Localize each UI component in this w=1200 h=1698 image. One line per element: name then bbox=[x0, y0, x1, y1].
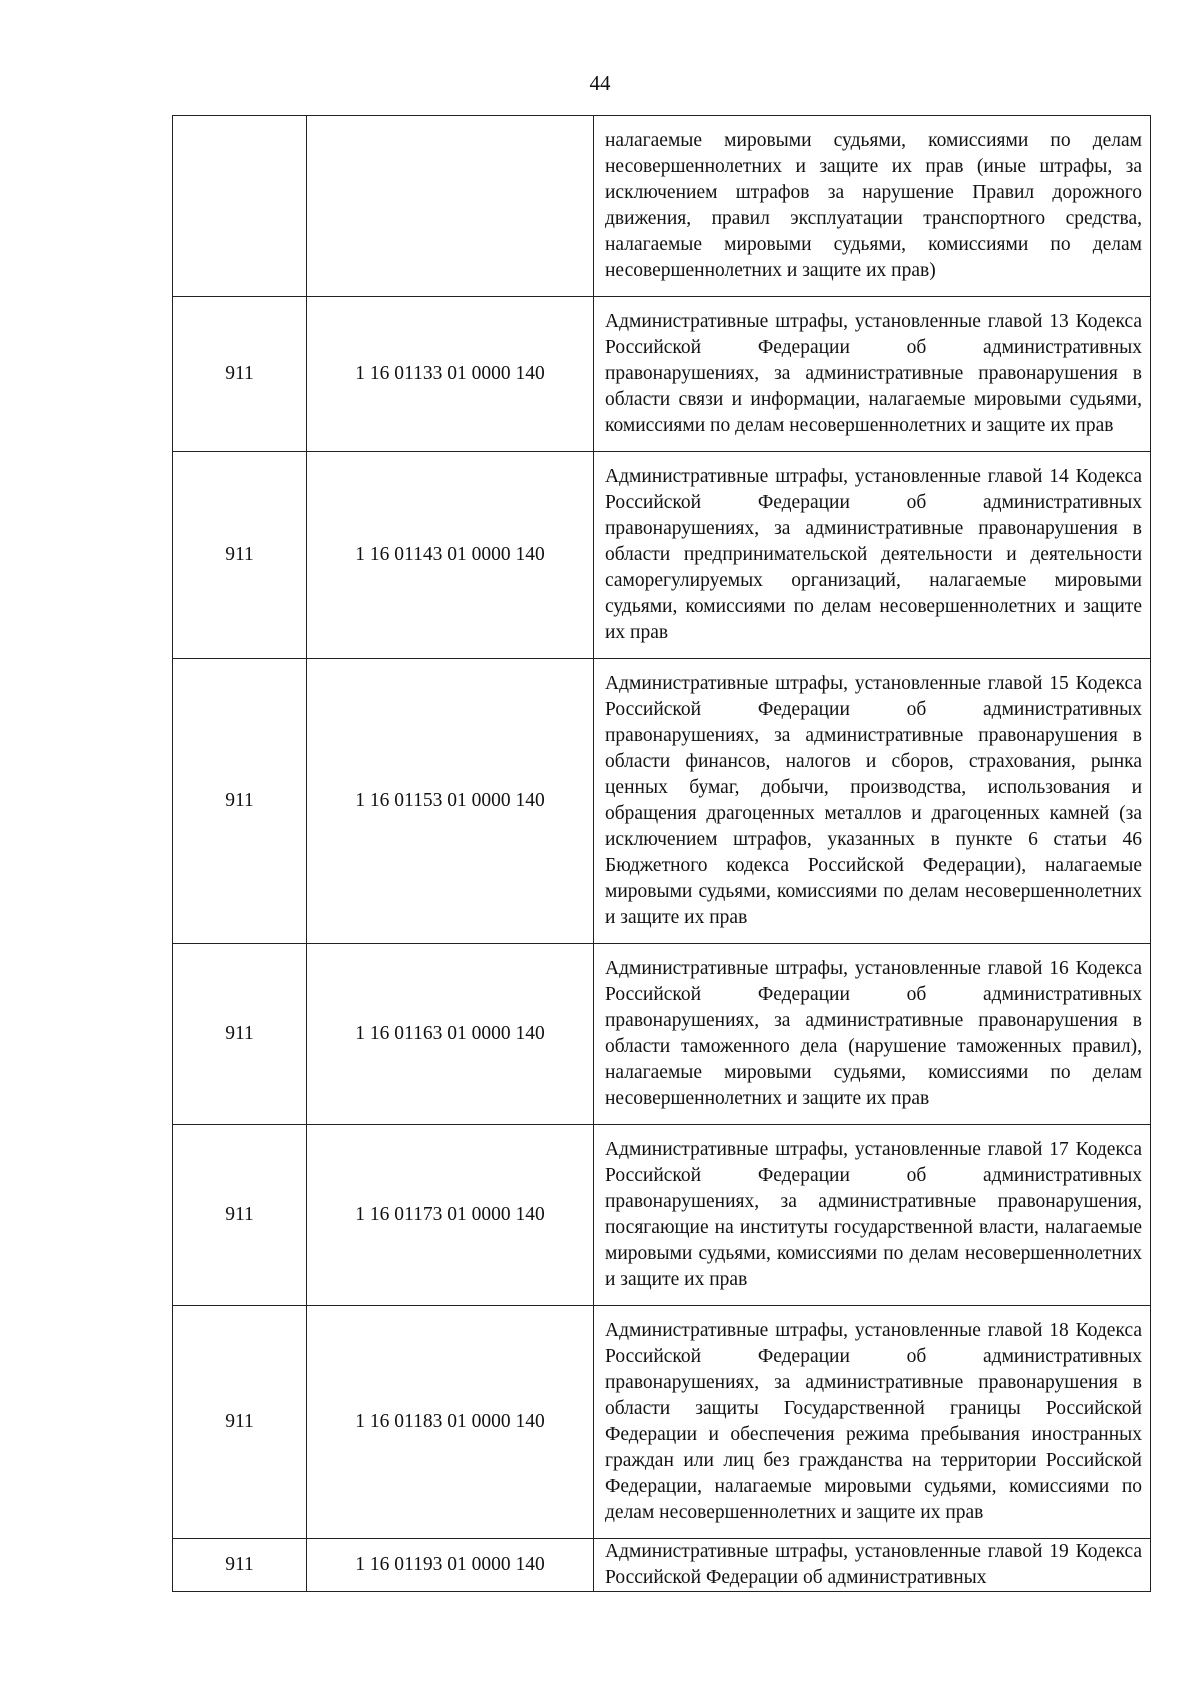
admin-code-cell: 911 bbox=[173, 452, 307, 659]
description-cell: налагаемые мировыми судьями, комиссиями по делам несовершеннолетних и защите их прав (иные штрафы, за исключением штрафов за нарушение Правил дорожного движения, правил эксплуатации транспортного средства, налагаемые мировыми судьями, комиссиями по делам несовершеннолетних и защите их прав) bbox=[594, 116, 1151, 297]
table-row bbox=[173, 1306, 1151, 1539]
admin-code-cell: 911 bbox=[173, 1539, 307, 1592]
description-cell: Административные штрафы, установленные главой 16 Кодекса Российской Федерации об административных правонарушениях, за административные правонарушения в области таможенного дела (нарушение таможенных правил), налагаемые мировыми судьями, комиссиями по делам несовершеннолетних и защите их прав bbox=[594, 944, 1151, 1125]
kbk-code-cell: 1 16 01163 01 0000 140 bbox=[307, 944, 594, 1125]
admin-code-cell: 911 bbox=[173, 1125, 307, 1306]
description-cell: Административные штрафы, установленные главой 17 Кодекса Российской Федерации об административных правонарушениях, за административные правонарушения, посягающие на институты государственной власти, налагаемые мировыми судьями, комиссиями по делам несовершеннолетних и защите их прав bbox=[594, 1125, 1151, 1306]
description-cell: Административные штрафы, установленные главой 19 Кодекса Российской Федерации об административных bbox=[594, 1539, 1151, 1592]
description-cell: Административные штрафы, установленные главой 18 Кодекса Российской Федерации об административных правонарушениях, за административные правонарушения в области защиты Государственной границы Российской Федерации и обеспечения режима пребывания иностранных граждан или лиц без гражданства на территории Российской Федерации, налагаемые мировыми судьями, комиссиями по делам несовершеннолетних и защите их прав bbox=[594, 1306, 1151, 1539]
description-cell: Административные штрафы, установленные главой 15 Кодекса Российской Федерации об административных правонарушениях, за административные правонарушения в области финансов, налогов и сборов, страхования, рынка ценных бумаг, добычи, производства, использования и обращения драгоценных металлов и драгоценных камней (за исключением штрафов, указанных в пункте 6 статьи 46 Бюджетного кодекса Российской Федерации), налагаемые мировыми судьями, комиссиями по делам несовершеннолетних и защите их прав bbox=[594, 659, 1151, 944]
admin-code-cell bbox=[173, 116, 307, 297]
description-cell: Административные штрафы, установленные главой 13 Кодекса Российской Федерации об административных правонарушениях, за административные правонарушения в области связи и информации, налагаемые мировыми судьями, комиссиями по делам несовершеннолетних и защите их прав bbox=[594, 297, 1151, 452]
kbk-code-cell: 1 16 01143 01 0000 140 bbox=[307, 452, 594, 659]
table-row bbox=[173, 944, 1151, 1125]
table-row bbox=[173, 659, 1151, 944]
table-row bbox=[173, 1539, 1151, 1592]
table-row bbox=[173, 1125, 1151, 1306]
budget-classification-table bbox=[172, 115, 1151, 1592]
description-cell: Административные штрафы, установленные главой 14 Кодекса Российской Федерации об административных правонарушениях, за административные правонарушения в области предпринимательской деятельности и деятельности саморегулируемых организаций, налагаемые мировыми судьями, комиссиями по делам несовершеннолетних и защите их прав bbox=[594, 452, 1151, 659]
kbk-code-cell: 1 16 01193 01 0000 140 bbox=[307, 1539, 594, 1592]
admin-code-cell: 911 bbox=[173, 944, 307, 1125]
page-number: 44 bbox=[589, 71, 611, 95]
table-row bbox=[173, 297, 1151, 452]
table-row bbox=[173, 452, 1151, 659]
kbk-code-cell: 1 16 01133 01 0000 140 bbox=[307, 297, 594, 452]
admin-code-cell: 911 bbox=[173, 659, 307, 944]
admin-code-cell: 911 bbox=[173, 297, 307, 452]
kbk-code-cell: 1 16 01173 01 0000 140 bbox=[307, 1125, 594, 1306]
kbk-code-cell: 1 16 01153 01 0000 140 bbox=[307, 659, 594, 944]
kbk-code-cell: 1 16 01183 01 0000 140 bbox=[307, 1306, 594, 1539]
admin-code-cell: 911 bbox=[173, 1306, 307, 1539]
table-row bbox=[173, 116, 1151, 297]
kbk-code-cell bbox=[307, 116, 594, 297]
